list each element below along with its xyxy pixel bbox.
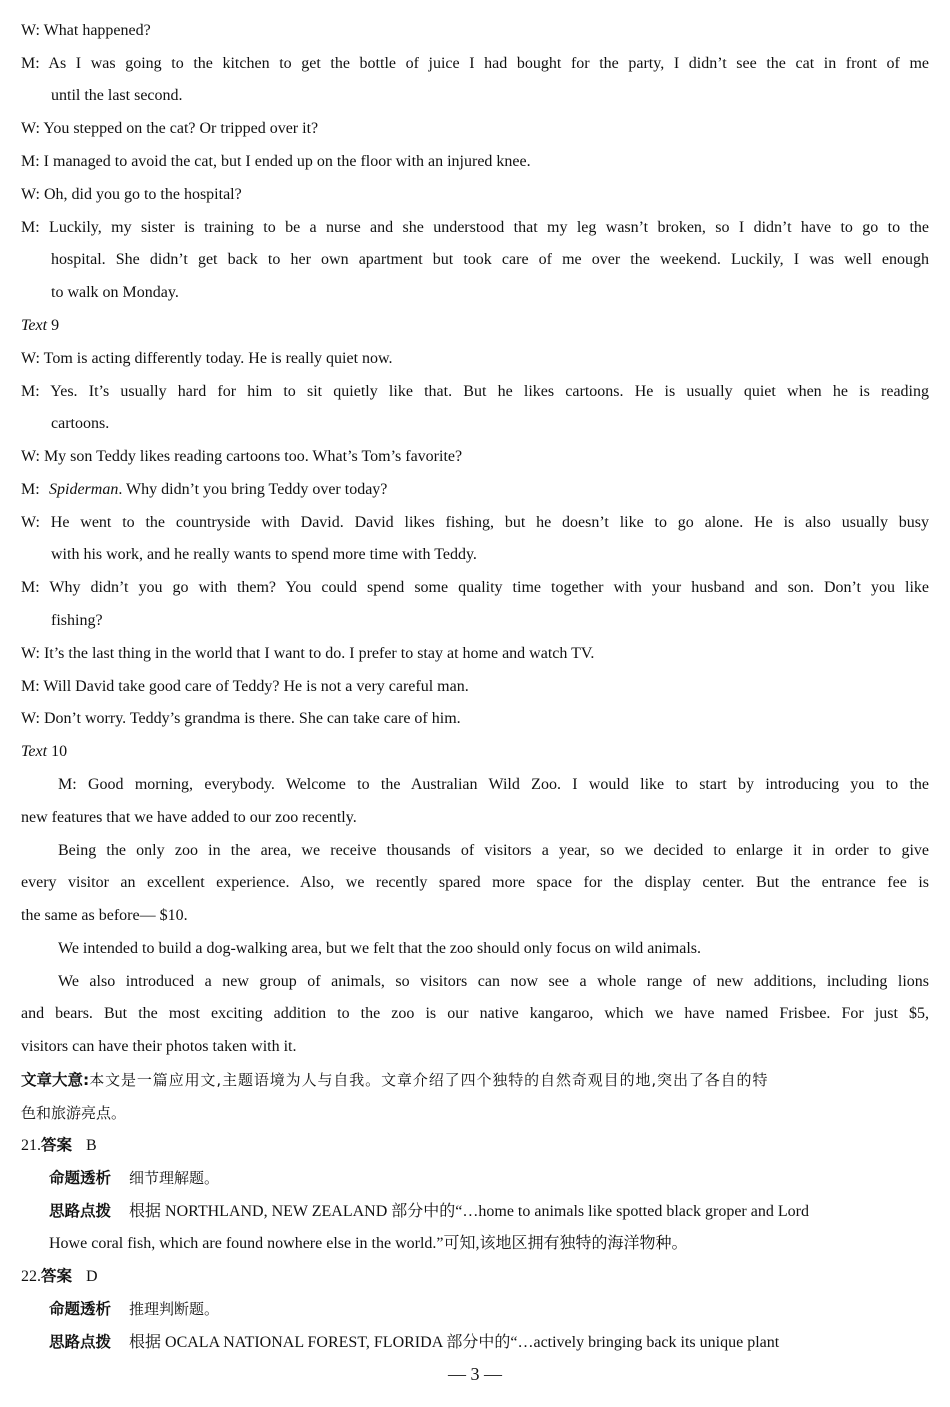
- hint-line: [49, 1201, 809, 1222]
- hint-line-2: Howe coral fish, which are found nowhere else in the world.”可知,该地区拥有独特的海洋物种。: [49, 1235, 688, 1252]
- text-line: fishing?: [51, 612, 103, 629]
- dialogue-line: W: Tom is acting differently today. He is really quiet now.: [21, 350, 393, 367]
- dialogue-line: M: I managed to avoid the cat, but I ended up on the floor with an injured knee.: [21, 153, 531, 170]
- question-type-line: [49, 1168, 219, 1189]
- text-line: to walk on Monday.: [51, 284, 179, 301]
- answer-value: D: [86, 1268, 98, 1285]
- text-line: and bears. But the most exciting addition to the zoo is our native kangaroo, which we have named Frisbee. For just $5,: [21, 1005, 929, 1022]
- page-number: — 3 —: [448, 1364, 502, 1384]
- question-type: 推理判断题。: [129, 1300, 220, 1318]
- section-heading-label: Text: [21, 317, 48, 334]
- dialogue-line: M: Yes. It’s usually hard for him to sit quietly like that. But he likes cartoons. He is usually quiet when he is reading: [21, 383, 929, 400]
- question-type-line: [49, 1299, 219, 1320]
- text-line: new features that we have added to our zoo recently.: [21, 809, 357, 826]
- text-line: Being the only zoo in the area, we receive thousands of visitors a year, so we decided to enlarge it in order to give: [58, 842, 929, 859]
- dialogue-line: M: As I was going to the kitchen to get the bottle of juice I had bought for the party, I didn’t see the cat in front of me: [21, 55, 929, 72]
- hint-label: 思路点拨: [49, 1333, 112, 1351]
- text-line: visitors can have their photos taken with it.: [21, 1038, 297, 1055]
- summary-line: [21, 1070, 768, 1090]
- dialogue-line: W: It’s the last thing in the world that I want to do. I prefer to stay at home and watch TV.: [21, 645, 595, 662]
- answer-label: 答案: [41, 1267, 73, 1285]
- question-type: 细节理解题。: [129, 1169, 220, 1187]
- book-title: Spiderman: [49, 481, 119, 498]
- text-line: the same as before— $10.: [21, 907, 188, 924]
- summary-line-2: 色和旅游亮点。: [21, 1104, 127, 1122]
- speaker-label: M:: [21, 481, 40, 498]
- dialogue-line: W: He went to the countryside with David. David likes fishing, but he doesn’t like to go alone. He is also usually busy: [21, 514, 929, 531]
- answer-line: [21, 1135, 97, 1156]
- text-line: We intended to build a dog-walking area, but we felt that the zoo should only focus on wild animals.: [58, 940, 702, 957]
- hint-text: 根据 OCALA NATIONAL FOREST, FLORIDA 部分中的“…actively bringing back its unique plant: [129, 1334, 780, 1351]
- answer-label: 答案: [41, 1136, 73, 1154]
- dialogue-line: M: Why didn’t you go with them? You could spend some quality time together with your husband and son. Don’t you like: [21, 579, 929, 596]
- section-heading: Text 10: [21, 743, 68, 760]
- answer-value: B: [86, 1137, 97, 1154]
- text-line: hospital. She didn’t get back to her own apartment but took care of me over the weekend. Luckily, I was well enough: [51, 251, 929, 268]
- text-line: until the last second.: [51, 87, 183, 104]
- text-line: We also introduced a new group of animals, so visitors can now see a whole range of new additions, including lions: [58, 973, 929, 990]
- dialogue-line: W: My son Teddy likes reading cartoons too. What’s Tom’s favorite?: [21, 448, 463, 465]
- question-type-label: 命题透析: [49, 1169, 112, 1187]
- question-type-label: 命题透析: [49, 1300, 112, 1318]
- dialogue-line: M: Good morning, everybody. Welcome to the Australian Wild Zoo. I would like to start by introducing you to the: [58, 776, 929, 793]
- question-number: 22.: [21, 1268, 41, 1285]
- dialogue-line: W: Oh, did you go to the hospital?: [21, 186, 242, 203]
- hint-text: 根据 NORTHLAND, NEW ZEALAND 部分中的“…home to animals like spotted black groper and Lord: [129, 1203, 809, 1220]
- dialogue-line: M: Will David take good care of Teddy? He is not a very careful man.: [21, 678, 469, 695]
- section-heading-label: Text: [21, 743, 48, 760]
- dialogue-line: M: Spiderman. Why didn’t you bring Teddy over today?: [21, 481, 388, 498]
- section-heading: Text 9: [21, 317, 60, 334]
- text-line: every visitor an excellent experience. Also, we recently spared more space for the display center. But the entrance fee is: [21, 874, 929, 891]
- hint-label: 思路点拨: [49, 1202, 112, 1220]
- text-line: with his work, and he really wants to spend more time with Teddy.: [51, 546, 477, 563]
- summary-text: 本文是一篇应用文,主题语境为人与自我。文章介绍了四个独特的自然奇观目的地,突出了各自的特: [89, 1071, 769, 1089]
- answer-line: [21, 1266, 98, 1287]
- dialogue-line: W: Don’t worry. Teddy’s grandma is there. She can take care of him.: [21, 710, 461, 727]
- dialogue-line: W: You stepped on the cat? Or tripped over it?: [21, 120, 319, 137]
- question-number: 21.: [21, 1137, 41, 1154]
- hint-line: [49, 1332, 779, 1353]
- dialogue-line: W: What happened?: [21, 22, 151, 39]
- dialogue-line: M: Luckily, my sister is training to be a nurse and she understood that my leg wasn’t broken, so I didn’t have to go to the: [21, 219, 929, 236]
- text-line: cartoons.: [51, 415, 110, 432]
- summary-label: 文章大意:: [21, 1071, 90, 1089]
